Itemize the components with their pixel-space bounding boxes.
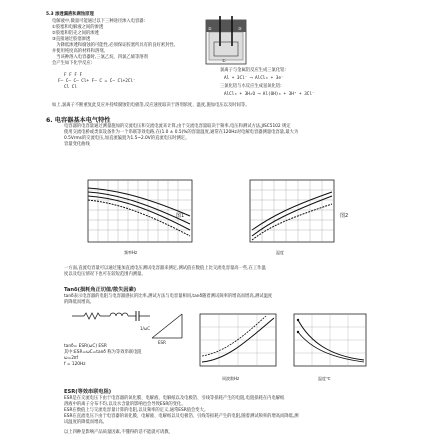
svg-text:③: ③ [238,26,242,31]
footer-note: 以上四种是影响产品质量因素,不懂得的话不能就可请教。 [64,430,173,435]
body-line: ③直接通过胶塞渗透 [52,37,91,42]
figure-1-label: 图1 [176,213,185,219]
body-line: 为降低渗透和腐蚀的可能性,必须保证胶塞所具有的良好密封性, [52,43,176,48]
section-6-title: 6. 电容器基本电气特性 [46,117,111,124]
body-line: ESR在直流电压下由于电容器的氧化膜、电解液、电解纸以及电极箔、引线等损耗产生的电阻,随着测试频率的增高而降低,测 [64,414,299,419]
svg-text:②: ② [208,26,212,31]
reaction-note: 如上,氯离子不断重复此反应并持续腐蚀铝电极箔,反应速度取决于溶剂浓度、温度,施加电压以及时间等。 [52,103,250,108]
body-line: 使用交流电桥或类似设备作为一个串联等效电路,在(1.0 ± 0.5)%的容量温度,通常在120Hz对电解电容器测量电容量,最大为 [64,130,299,135]
body-line: 一方面,直流电容量可以通过施加直流电压测试电容器来测定,测试值在数值上比交流电容量高一些,在工作温 [64,266,266,271]
body-line: 电解液中,微量可能通过以下三种途径渗入电容器: [52,19,146,24]
triangle-label-esr: ESR [158,340,166,345]
body-line: ESR是在交流电压下由于电容器的氧化膜、电解液、电解纸以及电极箔、引线等损耗产生的电阻,电阻损耗在内电解纸 [64,396,285,401]
svg-text:①: ① [222,58,226,63]
equivalent-circuit-diagram [70,308,186,342]
alu-reaction-eq1: Al + 3Cl⁻ ⟶ AlCl₃ + 3e⁻ [224,76,284,81]
figure-2-capacitance-temperature [240,176,340,252]
body-line: tanδ表示电容器的电阻与电容器感抗的比率,测试方法与电容量相同,tanδ随着测试频率的增高而增高,测试温度 [64,294,273,299]
reaction-formula-top: F F F F [64,73,83,78]
graph-tan-delta-temperature [290,312,368,374]
figure-1-x-caption: 频率Hz [124,250,138,255]
reaction-formula: F— C— C— Cl+ F— C = C— Cl+2Cl⁻ [58,79,136,84]
graph-tan-delta-frequency [196,312,278,374]
body-line: 容量变化曲线 [64,142,90,147]
esr-title: ESR(等效串联电阻) [64,389,112,395]
formula-line: tanδ= ESR(ωC) ESR [64,344,107,349]
body-line: ②胶塞和铝壳之间的渗透 [52,31,99,36]
figure-2-label: 图2 [340,213,349,219]
formula-line: 其中:ESR=ωC=tanδ 称为等效串联电阻 [64,350,142,355]
alu-reaction2-title: 三氯化铝与水反应生成氢氧化铝: [220,84,282,89]
body-line: 电容器的电容量通过测量施加的交流电压和交流电流来计算,由于交流电容量取决于频率,电压和测试方法,JISC5102 规定 [64,124,291,129]
section-5-3-title: 5.3 渗透漏液和腐蚀原理 [46,12,94,17]
alu-reaction-title: 氯离子与金属铝反应生成三氯化铝: [220,68,286,73]
body-line: 0.5Vrms的交流电压,加直流偏置为1.5~2.0V的直流电压时测定。 [64,136,190,141]
reaction-formula-bottom: Cl Cl [64,85,77,90]
body-line: ①胶塞和电解液之间的渗透 [52,25,104,30]
body-line: 会产生如下化学反应: [52,61,93,66]
triangle-label-reactance: 1/ωC [140,326,151,331]
body-line: 并使用纯度高的材料和溶剂。 [52,49,108,54]
alu-reaction-eq2: AlCl₃ + 3H₂O ⟶ Al(OH)₃ + 3H⁺ + 3Cl⁻ [224,92,315,97]
body-line: 的降低而增高。 [64,300,95,305]
body-line: ESR在数值上与交流电容量计算的电阻,以及频率的定义,通常ESR值会变大。 [64,408,209,413]
body-line: 溶液中的离子分布不均,以及水含量的影响也会导致ESR的变化。 [64,402,186,407]
capacitor-seal-diagram [200,16,252,68]
graph-4-x-caption: 温度℃ [318,376,331,381]
figure-2-x-caption: 温度 [276,250,284,255]
formula-line: ω=2πf [64,356,79,361]
graph-3-x-caption: 周波数Hz [222,376,240,381]
formula-line: f = 120Hz [64,362,86,367]
body-line: 试温度的降低而增高。 [64,420,107,425]
body-line: 当该种溶入电容器时,三氯乙烷、四氯乙烯等溶剂 [52,55,148,60]
body-line: 度以及电压情况下也可在较短范围内测量。 [64,272,146,277]
tan-delta-title: Tanδ(损耗角正切值/散失因素) [64,287,137,293]
